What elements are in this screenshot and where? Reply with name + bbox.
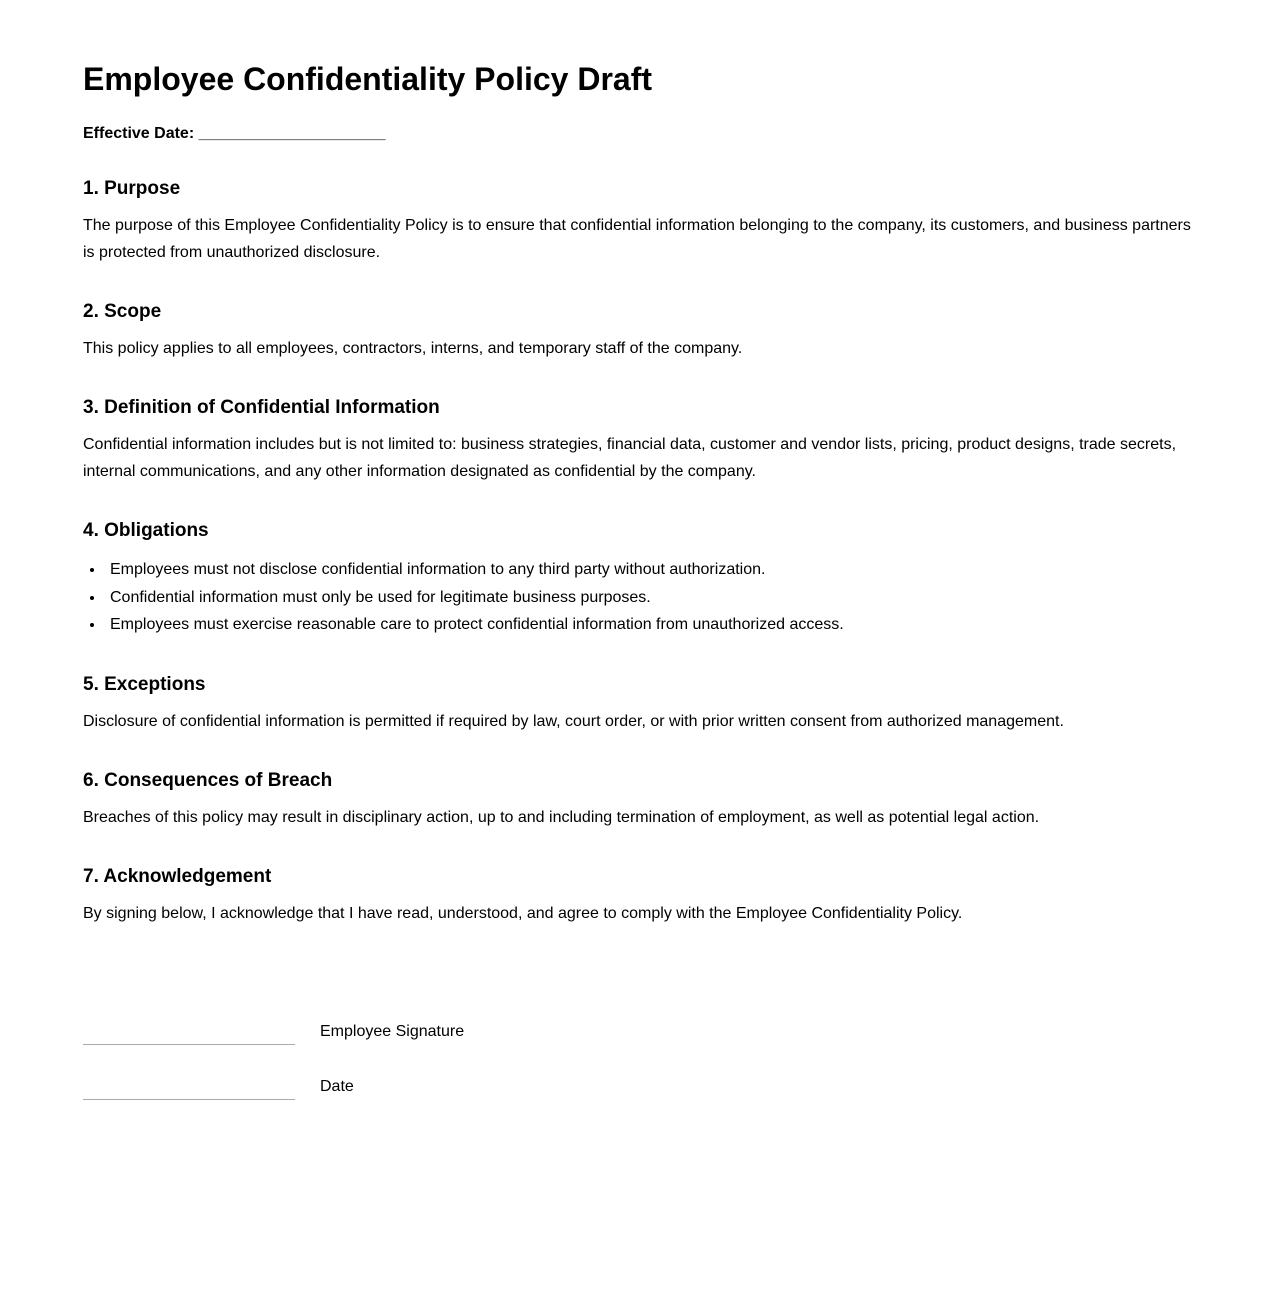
date-label: Date [320,1077,354,1095]
signature-row [83,1023,1192,1045]
section-exceptions [83,674,1192,735]
section-scope [83,301,1192,362]
section-heading: 1. Purpose [83,178,181,199]
section-consequences [83,770,1192,831]
section-paragraph: Breaches of this policy may result in disciplinary action, up to and including termination of employment, as well as potential legal action. [83,808,1040,826]
section-obligations [83,520,1192,639]
effective-date-row [83,125,1192,143]
section-paragraph: The purpose of this Employee Confidentiality Policy is to ensure that confidential information belonging to the company, its customers, and business partners is protected from unauthorized disclosure. [83,217,1191,261]
bullet-item: • Employees must not disclose confidential information to any third party without authorization. [105,556,1192,584]
obligations-list [83,556,1192,639]
section-heading: 2. Scope [83,301,162,322]
effective-date-blank: _____________________ [198,125,386,142]
section-paragraph: This policy applies to all employees, contractors, interns, and temporary staff of the company. [83,340,743,357]
section-heading: 4. Obligations [83,520,209,541]
section-definition [83,397,1192,485]
section-heading: 3. Definition of Confidential Information [83,397,440,418]
section-heading: 6. Consequences of Breach [83,769,333,791]
date-row [83,1078,1192,1100]
signature-block [83,1023,1192,1100]
section-heading: 5. Exceptions [83,673,206,695]
section-paragraph: Disclosure of confidential information is permitted if required by law, court order, or with prior written consent from authorized management. [83,712,1064,730]
section-paragraph: By signing below, I acknowledge that I have read, understood, and agree to comply with the Employee Confidentiality Policy. [83,904,963,922]
section-purpose [83,178,1192,266]
bullet-item: • Employees must exercise reasonable care to protect confidential information from unauthorized access. [105,611,1192,639]
section-paragraph: Confidential information includes but is not limited to: business strategies, financial data, customer and vendor lists, pricing, product designs, trade secrets, internal communications, and any other information designated as confidential by the company. [83,436,1177,480]
employee-signature-label: Employee Signature [320,1022,465,1040]
effective-date-label: Effective Date: [83,125,195,142]
employee-signature-line [83,1023,295,1045]
section-acknowledgement [83,866,1192,927]
section-heading: 7. Acknowledgement [83,865,272,887]
page-title: Employee Confidentiality Policy Draft [83,61,652,97]
date-line [83,1078,295,1100]
bullet-item: • Confidential information must only be used for legitimate business purposes. [105,584,1192,612]
